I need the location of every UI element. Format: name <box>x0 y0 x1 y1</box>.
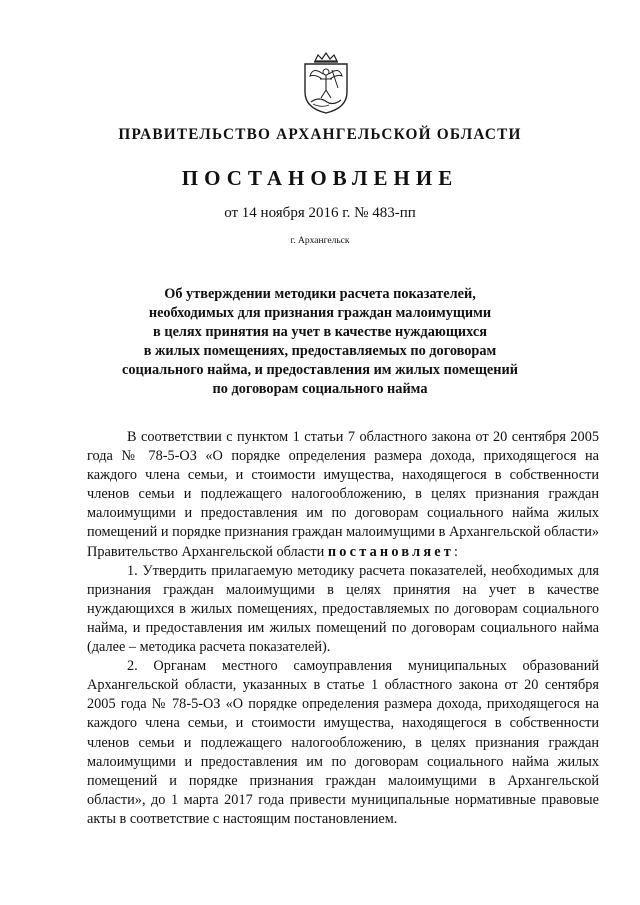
date-and-number: от 14 ноября 2016 г. № 483-пп <box>224 205 416 221</box>
coat-of-arms-icon <box>301 52 351 114</box>
subject-line: в жилых помещениях, предоставляемых по договорам <box>143 343 497 359</box>
preamble-paragraph <box>87 428 599 562</box>
resolve-colon: : <box>454 543 459 560</box>
document-body <box>87 428 599 829</box>
item-1-paragraph: 1. Утвердить прилагаемую методику расчета показателей, необходимых для признания граждан малоимущими в целях принятия на учет в качестве нуждающихся в жилых помещениях, предоставляемых по договорам социального найма, и предоставления им жилых помещений по договорам социального найма (далее – методика расчета показателей). <box>87 562 599 656</box>
subject-line: социального найма, и предоставления им жилых помещений <box>122 362 518 378</box>
resolve-word: постановляет <box>327 543 455 560</box>
subject-line: Об утверждении методики расчета показателей, <box>164 286 476 302</box>
preamble-text: В соответствии с пунктом 1 статьи 7 областного закона от 20 сентября 2005 года № 78-5-ОЗ «О порядке определения размера дохода, приходящегося на каждого члена семьи, и стоимости имущества, находящегося в собственности членов семьи и подлежащего налогообложению, в целях признания граждан малоимущими и предоставления им по договорам социального найма жилых помещений и порядке признания граждан малоимущими в Архангельской области» Правительство Архангельской области <box>87 429 599 560</box>
document-type: ПОСТАНОВЛЕНИЕ <box>181 166 459 190</box>
item-2-paragraph: 2. Органам местного самоуправления муниципальных образований Архангельской области, указанных в статье 1 областного закона от 20 сентября 2005 года № 78-5-ОЗ «О порядке определения размера дохода, приходящегося на каждого члена семьи, и стоимости имущества, находящегося в собственности членов семьи и подлежащего налогообложению, в целях признания граждан малоимущими и предоставления им по договорам социального найма жилых помещений и порядке признания граждан малоимущими в Архангельской области», до 1 марта 2017 года привести муниципальные нормативные правовые акты в соответствие с настоящим постановлением. <box>87 658 599 827</box>
subject-line: в целях принятия на учет в качестве нуждающихся <box>153 324 487 340</box>
document-subject <box>110 285 530 399</box>
government-name: ПРАВИТЕЛЬСТВО АРХАНГЕЛЬСКОЙ ОБЛАСТИ <box>118 126 522 143</box>
subject-line: необходимых для признания граждан малоимущими <box>148 305 492 321</box>
city: г. Архангельск <box>290 236 350 246</box>
subject-line: по договорам социального найма <box>212 381 428 397</box>
